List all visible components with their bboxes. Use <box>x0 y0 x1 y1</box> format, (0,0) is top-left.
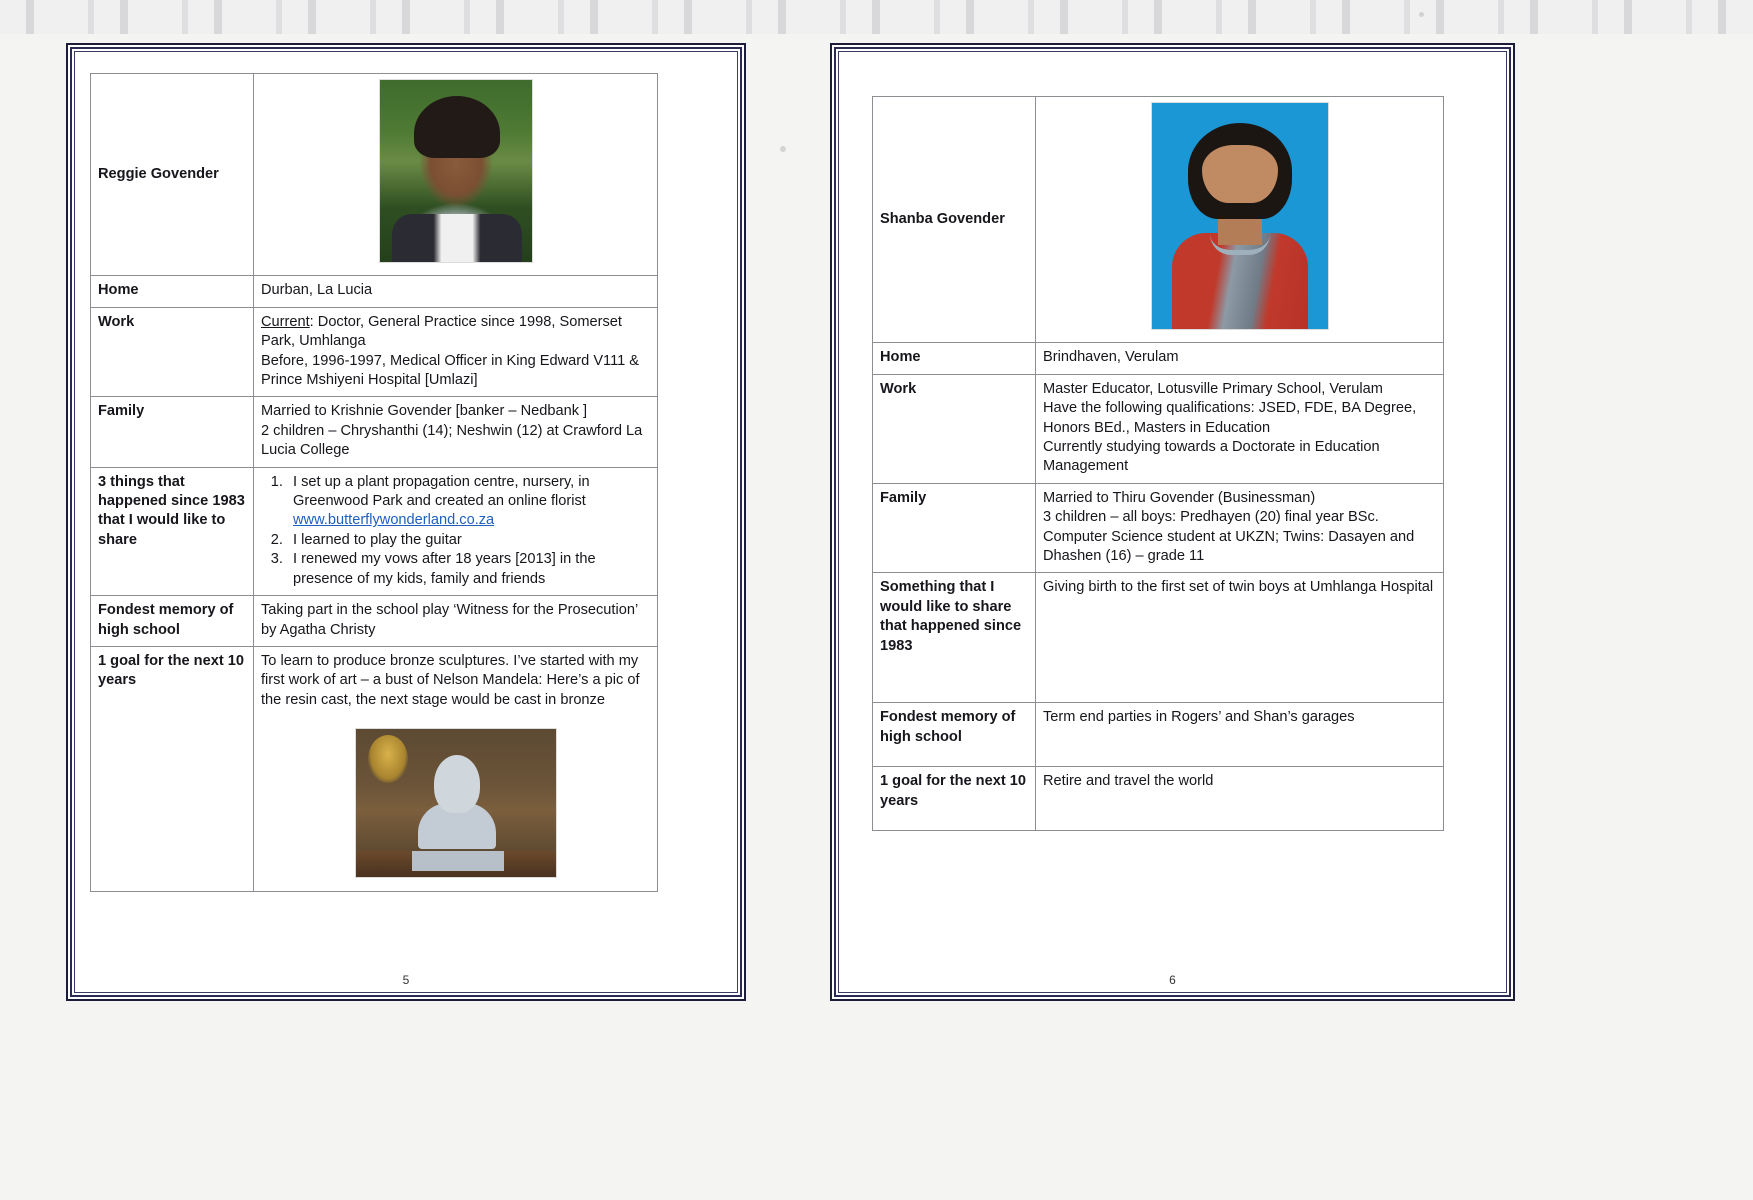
bust-lamp <box>368 735 408 783</box>
work-before-line: Before, 1996-1997, Medical Officer in King Edward V111 & Prince Mshiyeni Hospital [Umlazi] <box>261 352 640 389</box>
goal-text: To learn to produce bronze sculptures. I’ve started with my first work of art – a bust of Nelson Mandela: Here’s a pic of the resin cast, the next stage would be cast in bronze <box>261 652 640 708</box>
family-line-2: 2 children – Chryshanthi (14); Neshwin (12) at Crawford La Lucia College <box>261 422 643 459</box>
family-line-1: Married to Thiru Govender (Businessman) <box>1043 489 1316 506</box>
work-current-underline: Current <box>261 313 310 330</box>
list-item <box>287 473 650 531</box>
list-item-text-1: I set up a plant propagation centre, nursery, in Greenwood Park and created an online florist <box>293 473 590 510</box>
work-current-rest: : Doctor, General Practice since 1998, Somerset Park, Umhlanga <box>261 313 622 350</box>
page-number-right: 6 <box>1169 973 1176 987</box>
row-value-work <box>254 307 658 397</box>
page-right <box>830 43 1515 1001</box>
table-row <box>873 703 1444 767</box>
bust-head <box>434 755 480 813</box>
work-line-3: Currently studying towards a Doctorate in Education Management <box>1043 439 1380 475</box>
row-label-family: Family <box>873 483 1036 573</box>
list-item: 3. I renewed my vows after 18 years [2013] in the presence of my kids, family and friends <box>287 550 650 589</box>
row-label-goal: 1 goal for the next 10 years <box>91 646 254 891</box>
table-row <box>873 767 1444 831</box>
row-value-home: Durban, La Lucia <box>254 276 658 307</box>
work-line-2: Have the following qualifications: JSED, FDE, BA Degree, Honors BEd., Masters in Education <box>1043 400 1417 436</box>
table-row <box>91 276 658 307</box>
table-row <box>873 573 1444 703</box>
page-left <box>66 43 746 1001</box>
page-right-content <box>832 45 1513 999</box>
row-value-home: Brindhaven, Verulam <box>1036 343 1444 374</box>
table-row <box>91 397 658 467</box>
row-label-goal: 1 goal for the next 10 years <box>873 767 1036 831</box>
family-line-2: 3 children – all boys: Predhayen (20) final year BSc. Computer Science student at UKZN; Twins: Dasayen and Dhashen (16) – grade 11 <box>1043 509 1415 565</box>
row-value-fondest-memory: Taking part in the school play ‘Witness for the Prosecution’ by Agatha Christy <box>254 596 658 647</box>
table-row <box>91 74 658 276</box>
profile-table-reggie <box>90 73 658 892</box>
row-label-work: Work <box>91 307 254 397</box>
scan-speck <box>780 146 786 152</box>
person-name: Reggie Govender <box>91 74 254 276</box>
row-value-fondest-memory: Term end parties in Rogers’ and Shan’s garages <box>1036 703 1444 767</box>
table-row <box>91 596 658 647</box>
person-photo-cell <box>1036 97 1444 343</box>
row-label-home: Home <box>91 276 254 307</box>
scan-speck <box>1419 12 1424 17</box>
portrait-photo-shanba <box>1151 102 1329 330</box>
row-label-work: Work <box>873 374 1036 483</box>
person-photo-cell <box>254 74 658 276</box>
row-label-family: Family <box>91 397 254 467</box>
row-label-home: Home <box>873 343 1036 374</box>
table-row <box>91 307 658 397</box>
row-label-three-things: 3 things that happened since 1983 that I would like to share <box>91 467 254 595</box>
table-row <box>91 646 658 891</box>
row-value-family <box>1036 483 1444 573</box>
row-label-fondest-memory: Fondest memory of high school <box>91 596 254 647</box>
butterflywonderland-link[interactable]: www.butterflywonderland.co.za <box>293 512 495 529</box>
table-row <box>873 374 1444 483</box>
bust-photo-cell <box>261 728 650 884</box>
work-line-1: Master Educator, Lotusville Primary School, Verulam <box>1043 380 1383 397</box>
portrait-photo-reggie <box>379 79 533 263</box>
row-value-goal <box>254 646 658 891</box>
row-label-fondest-memory: Fondest memory of high school <box>873 703 1036 767</box>
row-label-something-to-share: Something that I would like to share that happened since 1983 <box>873 573 1036 703</box>
photo-bronze-bust-resin-cast <box>355 728 557 878</box>
three-things-list <box>261 473 650 589</box>
table-row <box>873 97 1444 343</box>
table-row <box>873 483 1444 573</box>
bust-plinth <box>412 851 504 871</box>
list-item: 2. I learned to play the guitar <box>287 531 650 550</box>
row-value-family <box>254 397 658 467</box>
shanba-hair <box>1188 123 1292 219</box>
page-number-left: 5 <box>402 973 410 987</box>
scanner-noise-band <box>0 0 1753 34</box>
profile-table-shanba <box>872 96 1444 831</box>
row-value-work <box>1036 374 1444 483</box>
row-value-something-to-share: Giving birth to the first set of twin boys at Umhlanga Hospital <box>1036 573 1444 703</box>
table-row <box>873 343 1444 374</box>
person-name: Shanba Govender <box>873 97 1036 343</box>
table-row <box>91 467 658 595</box>
page-left-content <box>68 45 744 999</box>
row-value-goal: Retire and travel the world <box>1036 767 1444 831</box>
row-value-three-things <box>254 467 658 595</box>
family-line-1: Married to Krishnie Govender [banker – Nedbank ] <box>261 403 588 420</box>
